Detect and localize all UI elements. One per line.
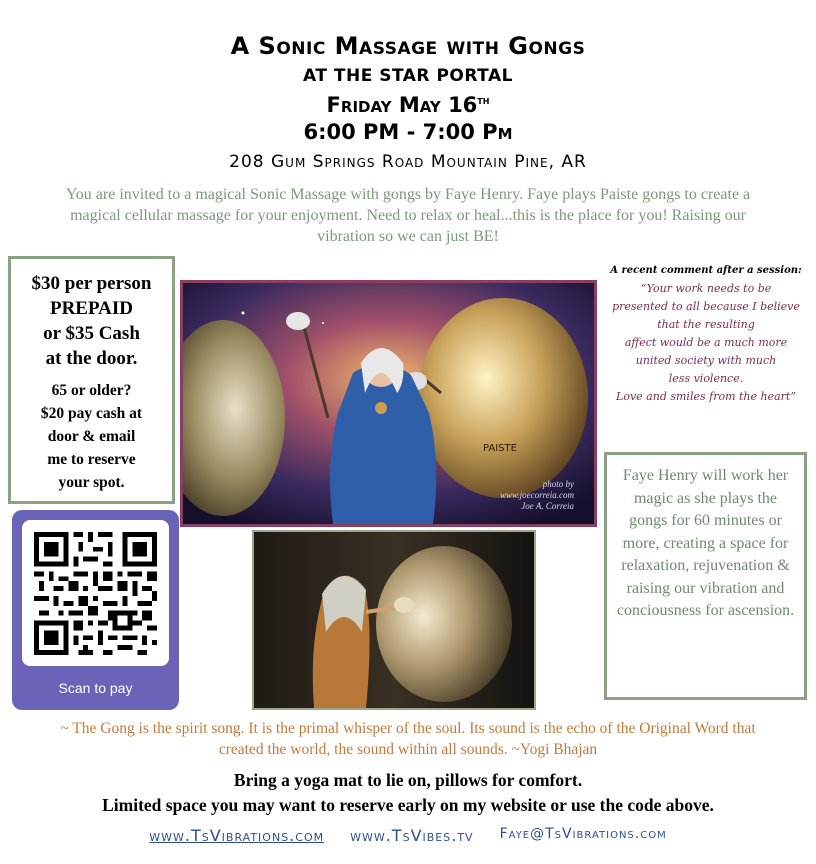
testimonial — [606, 262, 806, 406]
bring-line: Bring a yoga mat to lie on, pillows for comfort. — [233, 770, 583, 790]
price-line: at the door. — [45, 348, 138, 369]
senior-line: door & email — [47, 428, 136, 445]
gong-player-illustration — [254, 532, 534, 708]
scan-to-pay-label: Scan to pay — [58, 680, 133, 696]
testimonial-heading: A recent comment after a session: — [610, 265, 802, 276]
testimonial-line: that the resulting — [657, 318, 755, 331]
bring-notice — [20, 768, 796, 818]
faye-description-box — [604, 452, 807, 700]
qr-code-icon[interactable] — [34, 532, 157, 655]
gong-photo — [180, 280, 597, 527]
qr-card — [22, 520, 169, 666]
event-address: 208 Gum Springs Road Mountain Pine, AR — [229, 152, 587, 172]
event-date-suffix: th — [477, 93, 490, 107]
senior-line: your spot. — [58, 474, 125, 491]
testimonial-line: Love and smiles from the heart” — [616, 390, 796, 403]
website-link-tsvibes[interactable]: www.TsVibes.tv — [350, 826, 474, 845]
testimonial-line: affect would be a much more — [624, 336, 788, 349]
senior-line: 65 or older? — [51, 382, 132, 399]
testimonial-line: united society with much — [635, 354, 777, 367]
senior-pricing — [11, 379, 172, 494]
testimonial-line: “Your work needs to be — [640, 282, 772, 295]
event-time: 6:00 PM - 7:00 Pm — [303, 120, 513, 144]
pricing-box — [8, 256, 175, 504]
senior-line: $20 pay cash at — [40, 405, 143, 422]
intro-paragraph: You are invited to a magical Sonic Massage with gongs by Faye Henry. Faye plays Paiste gongs to create a magical cellular massage for your enjoyment. Need to relax or heal...this is the place for you! Raising our vibration so we can just BE! — [65, 186, 751, 245]
event-date-text: Friday May 16 — [326, 93, 478, 117]
photo-credit-url: www.joecorreia.com — [500, 490, 574, 500]
testimonial-line: less violence. — [668, 372, 744, 385]
faye-description: Faye Henry will work her magic as she plays the gongs for 60 minutes or more, creating a space for relaxation, rejuvenation & raising our vibration and conciousness for ascension. — [616, 467, 795, 619]
footer-links — [0, 826, 816, 845]
photo-credit — [500, 479, 574, 512]
photo-credit-line: photo by — [542, 479, 574, 489]
photo-signature: Joe A. Correia — [521, 501, 574, 511]
senior-line: me to reserve — [47, 451, 136, 468]
event-title: A Sonic Massage with Gongs — [230, 32, 586, 60]
event-subtitle: AT THE STAR PORTAL — [303, 66, 513, 86]
reserve-line: Limited space you may want to reserve early on my website or use the code above. — [102, 795, 714, 815]
email-link[interactable]: Faye@TsVibrations.com — [499, 826, 667, 842]
yogi-bhajan-quote: ~ The Gong is the spirit song. It is the primal whisper of the soul. Its sound is the echo of the Original Word that created the world, the sound within all sounds. ~Yogi Bhajan — [60, 720, 756, 758]
price-line: PREPAID — [49, 298, 134, 319]
event-date — [0, 93, 816, 117]
testimonial-line: presented to all because I believe — [612, 300, 800, 313]
qr-payment-panel[interactable] — [12, 510, 179, 710]
price-line: or $35 Cash — [43, 323, 140, 344]
gong-brand-label: PAISTE — [483, 443, 517, 454]
website-link-tsvibrations[interactable]: www.TsVibrations.com — [149, 826, 325, 845]
price-line: $30 per person — [31, 273, 152, 294]
gong-player-photo — [252, 530, 536, 710]
